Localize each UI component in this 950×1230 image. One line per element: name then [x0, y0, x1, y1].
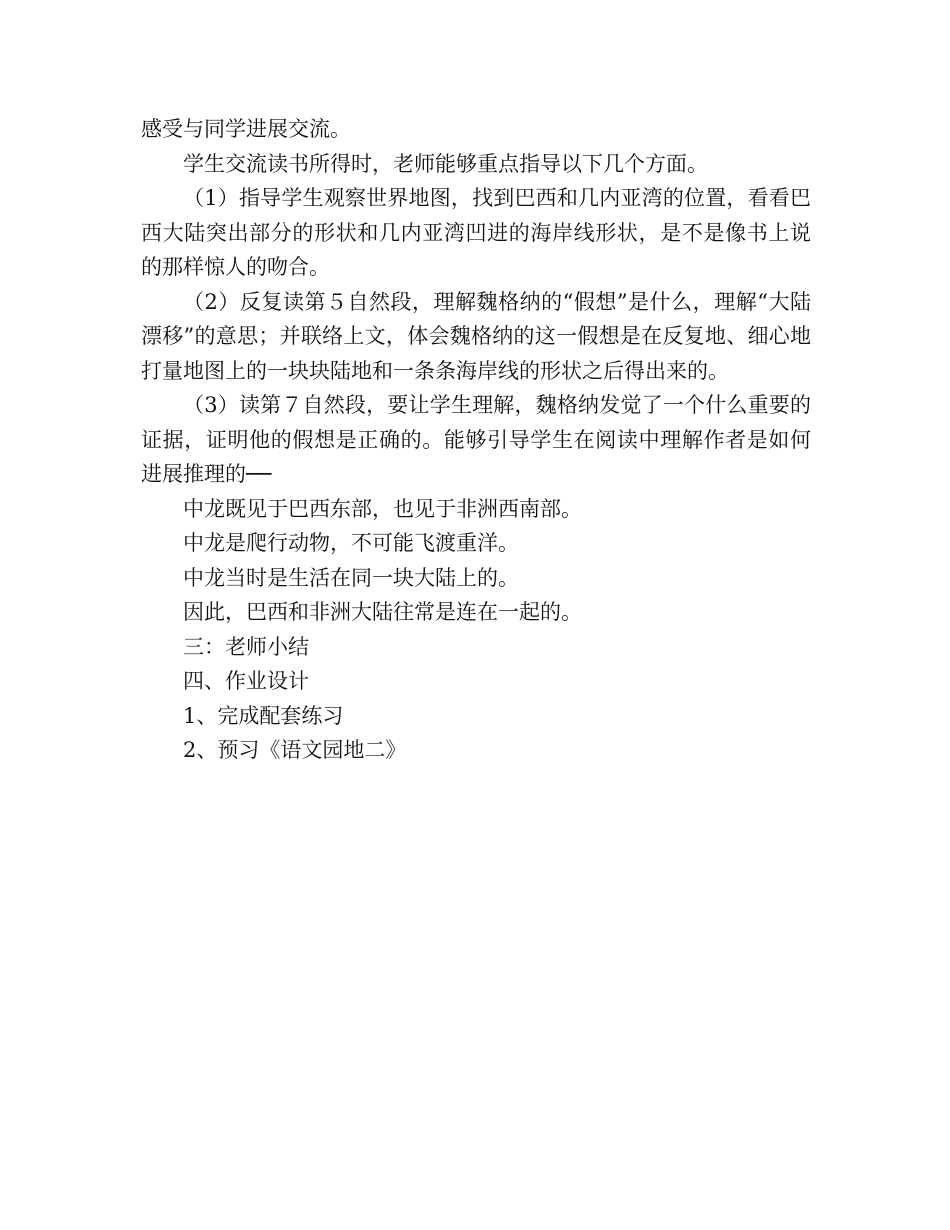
paragraph-continuation: 感受与同学进展交流。	[141, 117, 351, 141]
homework-item-1: 1、完成配套练习	[183, 703, 344, 728]
document-body	[141, 112, 811, 768]
paragraph-point-3: （3）读第７自然段，要让学生理解，魏格纳发觉了一个什么重要的证据，证明他的假想是正确的。能够引导学生在阅读中理解作者是如何进展推理的──	[141, 393, 811, 486]
reasoning-conclusion: 因此，巴西和非洲大陆往常是连在一起的。	[183, 600, 582, 624]
reasoning-line-3: 中龙当时是生活在同一块大陆上的。	[183, 565, 519, 590]
paragraph-point-2: （2）反复读第５自然段，理解魏格纳的“假想”是什么，理解“大陆漂移”的意思；并联络上文，体会魏格纳的这一假想是在反复地、细心地打量地图上的一块块陆地和一条条海岸线的形状之后得出来的。	[141, 289, 811, 383]
section-teacher-summary: 三：老师小结	[183, 634, 309, 659]
homework-item-2: 2、预习《语文园地二》	[183, 738, 407, 762]
reasoning-line-1: 中龙既见于巴西东部，也见于非洲西南部。	[183, 496, 582, 521]
section-homework-design: 四、作业设计	[183, 669, 309, 693]
paragraph-intro: 学生交流读书所得时，老师能够重点指导以下几个方面。	[183, 151, 708, 176]
reasoning-line-2: 中龙是爬行动物，不可能飞渡重洋。	[183, 531, 519, 555]
paragraph-point-1: （1）指导学生观察世界地图，找到巴西和几内亚湾的位置，看看巴西大陆突出部分的形状和几内亚湾凹进的海岸线形状，是不是像书上说的那样惊人的吻合。	[141, 186, 811, 279]
